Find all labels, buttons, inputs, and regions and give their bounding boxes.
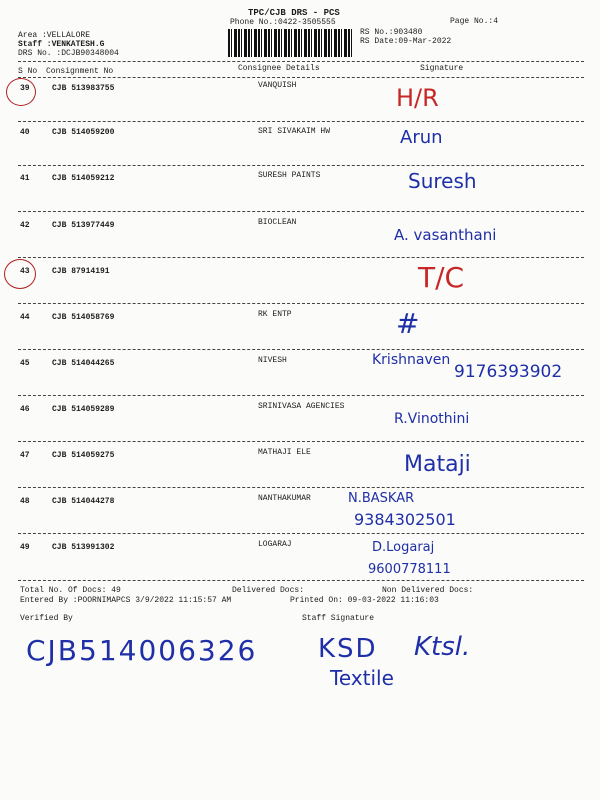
rs-date: RS Date:09-Mar-2022: [360, 37, 452, 46]
row-consignee: VANQUISH: [258, 81, 297, 90]
row-sno: 48: [20, 497, 30, 506]
row-sno: 49: [20, 543, 30, 552]
row-signature: Krishnaven: [372, 352, 451, 368]
row-signature: A. vasanthani: [394, 226, 497, 244]
printed-on: Printed On: 09-03-2022 11:16:03: [290, 596, 439, 605]
col-consignee-header: Consignee Details: [238, 64, 320, 73]
divider: [18, 580, 584, 581]
row-consignee: RK ENTP: [258, 310, 292, 319]
staff-label: Staff :VENKATESH.G: [18, 40, 105, 49]
row-signature: Suresh: [408, 169, 477, 193]
row-consignee: SRI SIVAKAIM HW: [258, 127, 331, 136]
row-signature: D.Logaraj: [372, 540, 435, 555]
divider: [18, 77, 584, 78]
divider: [18, 61, 584, 62]
entered-by: Entered By :POORNIMAPCS 3/9/2022 11:15:57 AM: [20, 596, 232, 605]
row-consignment: CJB 513983755: [52, 84, 115, 93]
row-consignment: CJB 514044278: [52, 497, 115, 506]
row-consignment: CJB 87914191: [52, 267, 110, 276]
divider: [18, 441, 584, 442]
staff-signature-label: Staff Signature: [302, 614, 375, 623]
row-consignee: LOGARAJ: [258, 540, 292, 549]
row-consignee: SURESH PAINTS: [258, 171, 321, 180]
row-consignee: BIOCLEAN: [258, 218, 297, 227]
row-sno: 46: [20, 405, 30, 414]
divider: [18, 211, 584, 212]
handwritten-ksd: KSD: [318, 634, 378, 664]
handwritten-consignment-note: CJB514006326: [26, 634, 258, 667]
row-consignment: CJB 514059289: [52, 405, 115, 414]
page-number: Page No.:4: [450, 17, 499, 26]
row-sno: 41: [20, 174, 30, 183]
divider: [18, 303, 584, 304]
row-consignment: CJB 514059212: [52, 174, 115, 183]
row-consignment: CJB 513977449: [52, 221, 115, 230]
row-consignee: MATHAJI ELE: [258, 448, 311, 457]
divider: [18, 257, 584, 258]
non-delivered-docs: Non Delivered Docs:: [382, 586, 474, 595]
divider: [18, 349, 584, 350]
phone-handwritten: 9176393902: [454, 362, 563, 382]
row-sno: 40: [20, 128, 30, 137]
divider: [18, 395, 584, 396]
total-docs: Total No. Of Docs: 49: [20, 586, 121, 595]
handwritten-textile: Textile: [330, 666, 394, 690]
divider: [18, 121, 584, 122]
row-consignment: CJB 514059275: [52, 451, 115, 460]
report-title: TPC/CJB DRS - PCS: [248, 8, 340, 18]
row-consignment: CJB 513991302: [52, 543, 115, 552]
rs-number: RS No.:903480: [360, 28, 423, 37]
row-signature: #: [396, 307, 420, 340]
row-consignee: NIVESH: [258, 356, 287, 365]
row-consignment: CJB 514059200: [52, 128, 115, 137]
col-sno-header: S No: [18, 67, 38, 76]
phone-number: Phone No.:0422-3505555: [230, 18, 336, 27]
phone-handwritten: 9384302501: [354, 510, 456, 529]
divider: [18, 165, 584, 166]
divider: [18, 533, 584, 534]
delivered-docs: Delivered Docs:: [232, 586, 305, 595]
col-signature-header: Signature: [420, 64, 464, 73]
row-sno: 39: [20, 84, 30, 93]
row-sno: 47: [20, 451, 30, 460]
row-consignee: SRINIVASA AGENCIES: [258, 402, 345, 411]
barcode-image: [228, 29, 352, 57]
red-circle-mark: [6, 78, 36, 106]
handwritten-staff-signature: Ktsl.: [414, 632, 471, 662]
row-signature: R.Vinothini: [394, 411, 470, 427]
row-consignment: CJB 514044265: [52, 359, 115, 368]
col-consignment-header: Consignment No: [46, 67, 114, 76]
row-signature: Arun: [400, 127, 443, 148]
row-sno: 42: [20, 221, 30, 230]
row-signature: N.BASKAR: [348, 491, 415, 506]
verified-by: Verified By: [20, 614, 73, 623]
row-signature: Mataji: [404, 452, 471, 477]
divider: [18, 487, 584, 488]
row-consignee: NANTHAKUMAR: [258, 494, 311, 503]
row-sno: 45: [20, 359, 30, 368]
row-consignment: CJB 514058769: [52, 313, 115, 322]
row-signature: H/R: [396, 84, 439, 112]
drs-number: DRS No. :DCJB90348004: [18, 49, 119, 58]
row-signature: T/C: [418, 261, 465, 294]
row-sno: 44: [20, 313, 30, 322]
area-label: Area :VELLALORE: [18, 31, 91, 40]
row-sno: 43: [20, 267, 30, 276]
phone-handwritten: 9600778111: [368, 562, 451, 577]
